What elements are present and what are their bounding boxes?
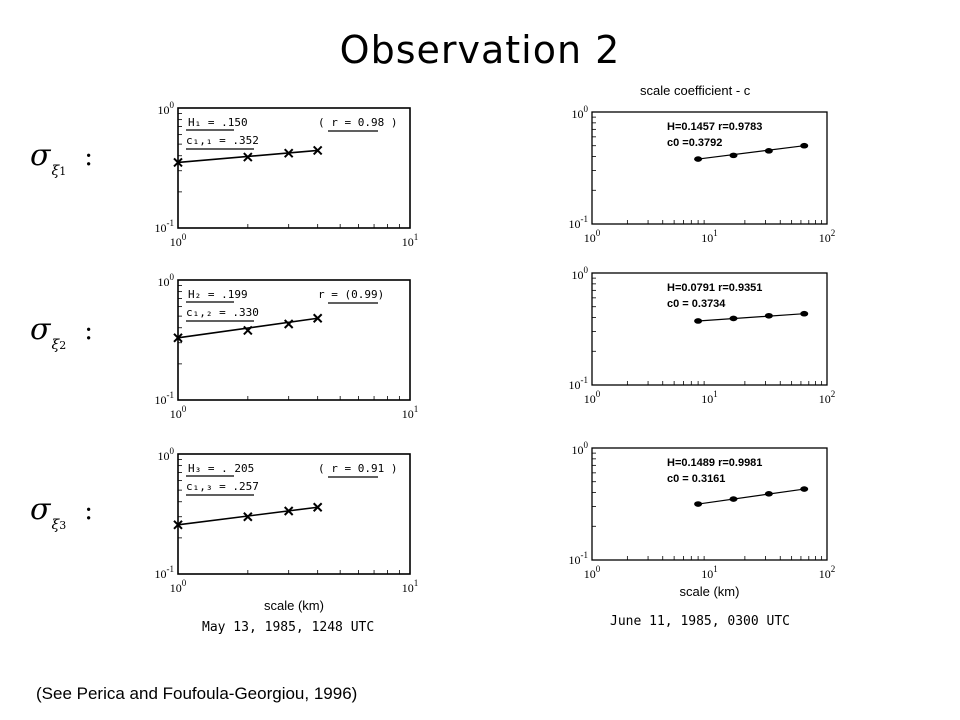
data-point bbox=[729, 316, 737, 322]
sigma-symbol: σ bbox=[30, 492, 51, 527]
citation: (See Perica and Foufoula-Georgiou, 1996) bbox=[36, 684, 358, 703]
row-colon: : bbox=[84, 316, 93, 346]
annotation-c: c₁,₁ = .352 bbox=[186, 134, 259, 147]
y-tick-label: $10^0$ bbox=[157, 100, 174, 117]
data-point bbox=[729, 496, 737, 502]
annotation-r: ( r = 0.91 ) bbox=[318, 462, 398, 475]
x-tick-label: $10^1$ bbox=[701, 564, 718, 581]
x-axis-label: scale (km) bbox=[264, 598, 324, 613]
data-point bbox=[694, 156, 702, 162]
y-tick-label: $10^0$ bbox=[157, 272, 174, 289]
chart-right-2 bbox=[560, 265, 850, 410]
data-point bbox=[694, 501, 702, 507]
chart-right-1 bbox=[560, 100, 850, 245]
x-tick-label: $10^0$ bbox=[583, 228, 601, 245]
x-tick-label: $10^2$ bbox=[818, 389, 836, 406]
data-point bbox=[800, 143, 808, 149]
y-tick-label: $10^{-1}$ bbox=[154, 564, 174, 581]
annotation-c0: c0 = 0.3734 bbox=[667, 298, 726, 310]
annotation-h: H₂ = .199 bbox=[188, 288, 248, 301]
annotation-r: r = (0.99) bbox=[318, 288, 385, 301]
x-tick-label: $10^1$ bbox=[401, 578, 419, 595]
row-colon: : bbox=[84, 496, 93, 526]
data-point bbox=[694, 318, 702, 324]
x-tick-label: $10^0$ bbox=[169, 232, 187, 249]
y-tick-label: $10^0$ bbox=[571, 265, 588, 282]
data-point bbox=[285, 320, 293, 328]
data-point bbox=[729, 153, 737, 159]
top-right-label: scale coefficient - c bbox=[640, 83, 751, 98]
data-point bbox=[765, 313, 773, 319]
x-axis-label: scale (km) bbox=[679, 584, 740, 599]
y-tick-label: $10^0$ bbox=[157, 446, 174, 463]
data-point bbox=[765, 491, 773, 497]
annotation-hr: H=0.1489 r=0.9981 bbox=[667, 457, 763, 469]
annotation-c0: c0 =0.3792 bbox=[667, 137, 723, 149]
x-tick-label: $10^1$ bbox=[701, 228, 718, 245]
xi-index: 1 bbox=[59, 165, 67, 178]
sigma-symbol: σ bbox=[30, 138, 51, 173]
annotation-c: c₁,₂ = .330 bbox=[186, 306, 259, 319]
data-point bbox=[800, 311, 808, 317]
annotation-h: H₁ = .150 bbox=[188, 116, 248, 129]
xi-symbol: ξ bbox=[51, 337, 60, 353]
y-tick-label: $10^0$ bbox=[571, 440, 588, 457]
series-line bbox=[698, 489, 804, 504]
xi-index: 2 bbox=[59, 339, 67, 352]
row-label-3 bbox=[30, 492, 93, 533]
xi-index: 3 bbox=[59, 519, 67, 532]
data-point bbox=[800, 486, 808, 492]
annotation-h: H₃ = . 205 bbox=[188, 462, 255, 475]
xi-symbol: ξ bbox=[51, 163, 60, 179]
x-tick-label: $10^1$ bbox=[701, 389, 718, 406]
row-label-1 bbox=[30, 138, 93, 179]
row-label-2 bbox=[30, 312, 93, 353]
annotation-hr: H=0.0791 r=0.9351 bbox=[667, 282, 763, 294]
chart-right-3 bbox=[560, 436, 850, 606]
x-tick-label: $10^0$ bbox=[583, 564, 601, 581]
y-tick-label: $10^{-1}$ bbox=[154, 390, 174, 407]
chart-left-1 bbox=[140, 100, 430, 249]
annotation-r: ( r = 0.98 ) bbox=[318, 116, 398, 129]
data-point bbox=[765, 148, 773, 154]
x-tick-label: $10^1$ bbox=[401, 404, 419, 421]
x-tick-label: $10^2$ bbox=[818, 228, 836, 245]
sigma-symbol: σ bbox=[30, 312, 51, 347]
annotation-c: c₁,₃ = .257 bbox=[186, 480, 259, 493]
y-tick-label: $10^{-1}$ bbox=[568, 550, 588, 567]
annotation-hr: H=0.1457 r=0.9783 bbox=[667, 121, 763, 133]
slide-title: Observation 2 bbox=[339, 28, 621, 72]
y-tick-label: $10^0$ bbox=[571, 104, 588, 121]
annotation-c0: c0 = 0.3161 bbox=[667, 473, 726, 485]
x-tick-label: $10^0$ bbox=[583, 389, 601, 406]
x-tick-label: $10^0$ bbox=[169, 578, 187, 595]
row-colon: : bbox=[84, 142, 93, 172]
x-tick-label: $10^1$ bbox=[401, 232, 419, 249]
series-line bbox=[698, 314, 804, 321]
y-tick-label: $10^{-1}$ bbox=[154, 218, 174, 235]
caption-right: June 11, 1985, 0300 UTC bbox=[610, 614, 791, 629]
y-tick-label: $10^{-1}$ bbox=[568, 214, 588, 231]
xi-symbol: ξ bbox=[51, 517, 60, 533]
y-tick-label: $10^{-1}$ bbox=[568, 375, 588, 392]
caption-left: May 13, 1985, 1248 UTC bbox=[202, 620, 375, 635]
x-tick-label: $10^2$ bbox=[818, 564, 836, 581]
x-tick-label: $10^0$ bbox=[169, 404, 187, 421]
chart-left-2 bbox=[140, 272, 430, 421]
chart-left-3 bbox=[140, 446, 430, 616]
